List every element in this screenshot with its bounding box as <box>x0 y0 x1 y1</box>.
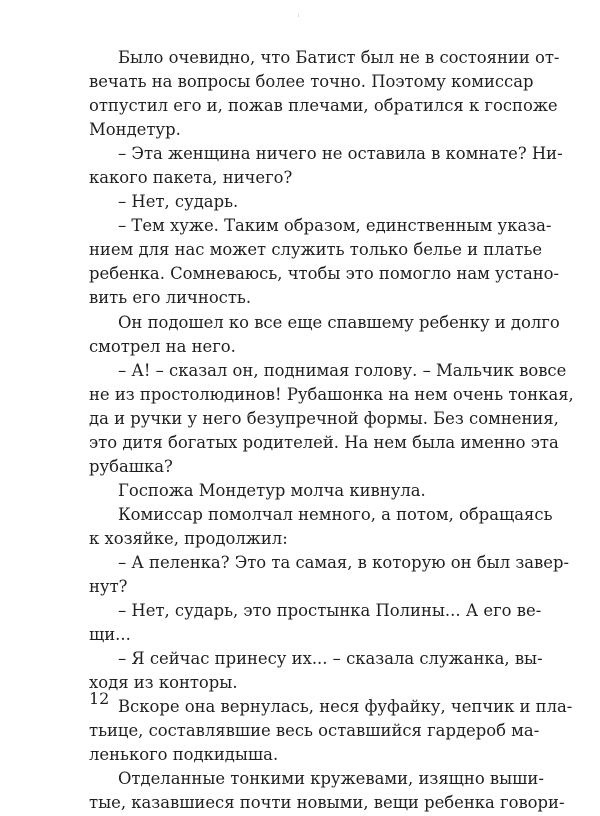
text-line: ленького подкидыша. <box>89 745 279 765</box>
text-line: к хозяйке, продолжил: <box>89 528 288 548</box>
text-line: – Нет, сударь, это простынка Полины... А его ве- <box>118 601 542 621</box>
text-line: отпустил его и, пожав плечами, обратился к госпоже <box>89 96 558 116</box>
text-line: тьице, составлявшие весь оставшийся гардероб ма- <box>89 721 540 741</box>
text-line: Комиссар помолчал немного, а потом, обращаясь <box>118 504 553 524</box>
text-line: Отделанные тонкими кружевами, изящно выши- <box>118 769 544 789</box>
text-line: – Я сейчас принесу их... – сказала служанка, вы- <box>118 649 543 669</box>
text-line: – А пеленка? Это та самая, в которую он был завер- <box>118 552 569 572</box>
text-line: Он подошел ко все еще спавшему ребенку и долго <box>118 312 560 332</box>
text-line: это дитя богатых родителей. На нем была именно эта <box>89 432 559 452</box>
text-line: тые, казавшиеся почти новыми, вещи ребенка говори- <box>89 793 565 813</box>
body-text <box>89 46 574 816</box>
text-line: – Нет, сударь. <box>118 192 239 212</box>
text-line: – Тем хуже. Таким образом, единственным указа- <box>118 216 552 236</box>
text-line: вечать на вопросы более точно. Поэтому комиссар <box>89 72 534 92</box>
text-line: ходя из конторы. <box>89 673 238 693</box>
text-line: Госпожа Мондетур молча кивнула. <box>118 480 426 500</box>
text-line: нием для нас может служить только белье и платье <box>89 240 543 260</box>
text-line: – Эта женщина ничего не оставила в комнате? Ни- <box>118 144 563 164</box>
text-line: ребенка. Сомневаюсь, чтобы это помогло нам устано- <box>89 264 560 284</box>
text-line: щи... <box>89 625 131 645</box>
page-top-mark <box>298 14 299 17</box>
text-line: да и ручки у него безупречной формы. Без сомнения, <box>89 408 559 428</box>
text-line: – А! – сказал он, поднимая голову. – Мальчик вовсе <box>118 360 567 380</box>
text-line: рубашка? <box>89 456 173 476</box>
text-line: смотрел на него. <box>89 336 236 356</box>
page-number: 12 <box>89 689 110 708</box>
text-line: вить его личность. <box>89 288 252 308</box>
text-line: Вскоре она вернулась, неся фуфайку, чепчик и пла- <box>118 697 573 717</box>
text-line: нут? <box>89 577 128 597</box>
text-line: Мондетур. <box>89 120 181 140</box>
text-line: не из простолюдинов! Рубашонка на нем очень тонкая, <box>89 384 574 404</box>
text-line: Было очевидно, что Батист был не в состоянии от- <box>118 48 560 67</box>
text-line: какого пакета, ничего? <box>89 168 293 188</box>
